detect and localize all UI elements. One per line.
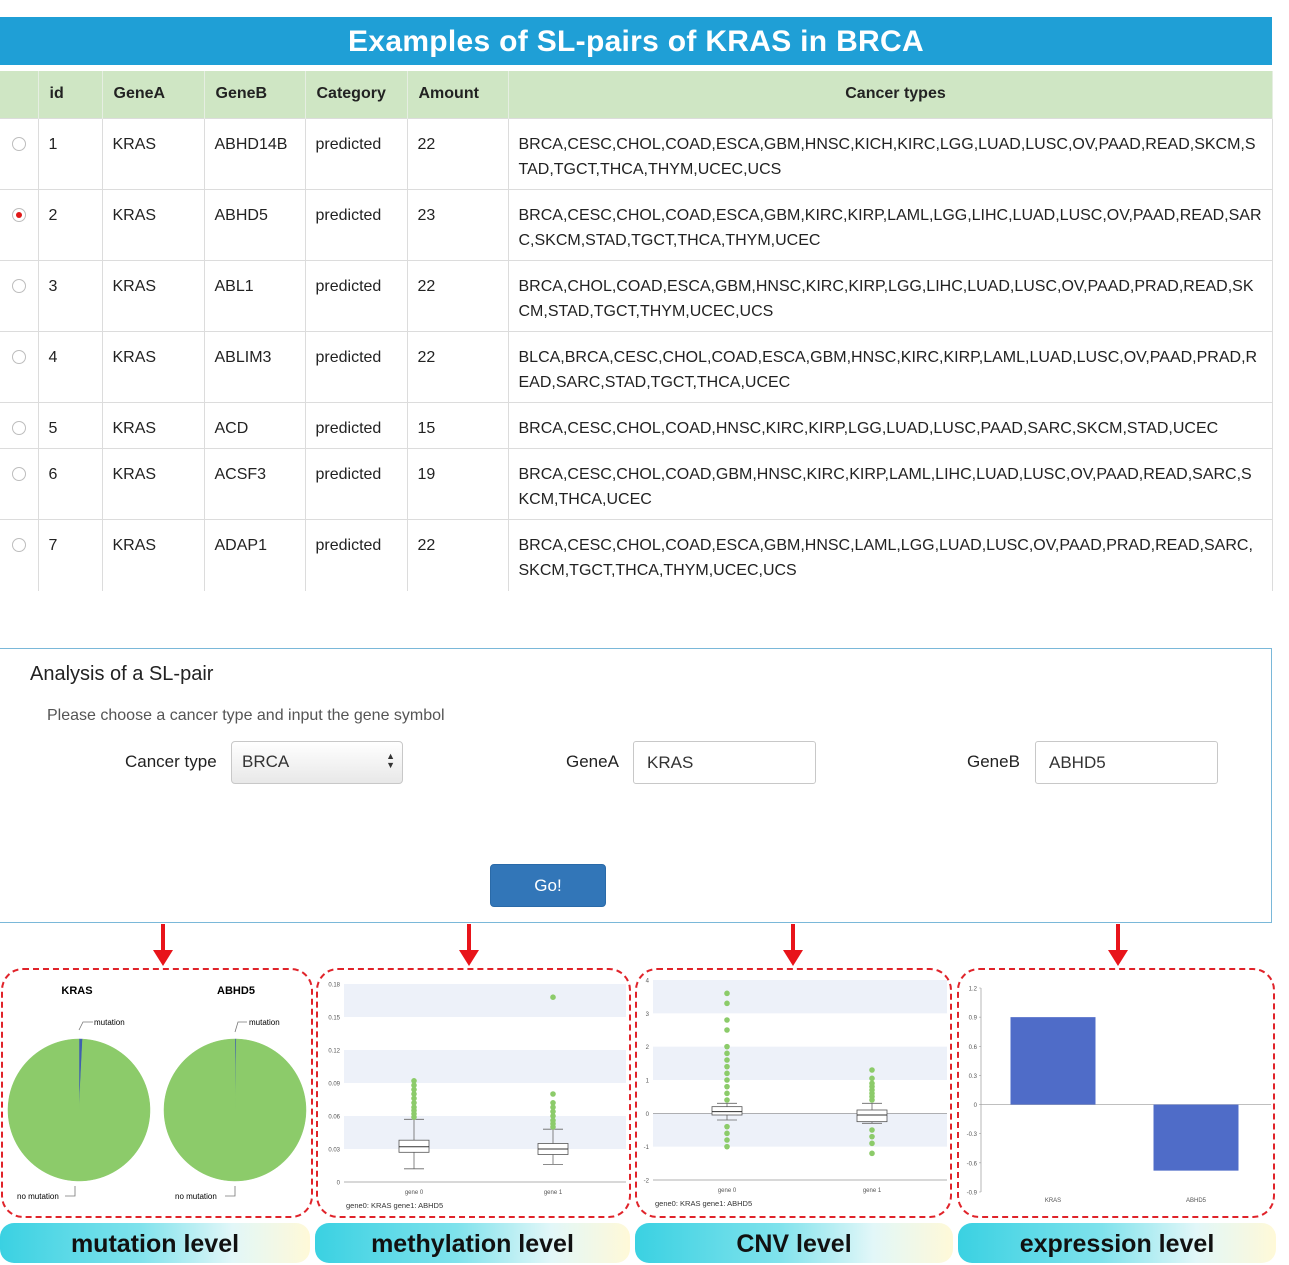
down-arrow-icon <box>153 924 173 968</box>
y-tick-label: 3 <box>645 1011 649 1018</box>
y-tick-label: 4 <box>645 978 649 985</box>
x-tick-label: gene 0 <box>404 1190 424 1196</box>
cell-cancer-types: BRCA,CESC,CHOL,COAD,GBM,HNSC,KIRC,KIRP,LAML,LIHC,LUAD,LUSC,OV,PAAD,READ,SARC,SKCM,THCA,UCEC <box>508 448 1272 519</box>
cell-id: 5 <box>38 402 102 448</box>
box-iqr <box>857 1110 887 1122</box>
cell-genea: KRAS <box>102 331 204 402</box>
leader-line <box>225 1186 235 1196</box>
y-tick-label: 0 <box>973 1103 977 1110</box>
row-select-cell <box>0 331 38 402</box>
pie-label-no-mutation: no mutation <box>175 1192 217 1201</box>
cell-id: 7 <box>38 519 102 591</box>
cell-genea: KRAS <box>102 448 204 519</box>
leader-line <box>65 1186 75 1196</box>
cell-geneb: ACSF3 <box>204 448 305 519</box>
outlier-point <box>724 1131 730 1137</box>
plot-band <box>653 1047 947 1080</box>
methylation-chart-panel <box>316 968 631 1218</box>
outlier-point <box>550 1091 556 1097</box>
expression-bar-kras <box>1011 1017 1096 1104</box>
header-genea[interactable]: GeneA <box>102 71 204 118</box>
gene-key-note: gene0: KRAS gene1: ABHD5 <box>655 1199 753 1208</box>
row-radio[interactable] <box>12 421 26 435</box>
cell-genea: KRAS <box>102 189 204 260</box>
table-row[interactable] <box>0 331 1272 402</box>
header-id[interactable]: id <box>38 71 102 118</box>
y-tick-label: 0.09 <box>328 1081 340 1088</box>
header-geneb[interactable]: GeneB <box>204 71 305 118</box>
leader-line <box>79 1022 93 1030</box>
y-tick-label: 2 <box>645 1045 649 1052</box>
outlier-point <box>550 994 556 1000</box>
analysis-instructions: Please choose a cancer type and input the gene symbol <box>47 707 445 724</box>
outlier-point <box>724 1051 730 1057</box>
mutation-pie-svg <box>3 970 313 1218</box>
cell-amount: 22 <box>407 260 508 331</box>
pie-slice-no-mutation <box>8 1039 150 1181</box>
go-button[interactable]: Go! <box>490 864 606 907</box>
cell-cancer-types: BRCA,CESC,CHOL,COAD,ESCA,GBM,HNSC,KICH,KIRC,LGG,LUAD,LUSC,OV,PAAD,READ,SKCM,STAD,TGCT,THCA,THYM,UCEC,UCS <box>508 118 1272 189</box>
down-arrow-icon <box>459 924 479 968</box>
cancer-type-value: BRCA <box>242 752 290 771</box>
geneb-input[interactable]: ABHD5 <box>1035 741 1218 784</box>
methylation-level-label: methylation level <box>315 1223 630 1263</box>
pie-label-mutation: mutation <box>249 1018 280 1027</box>
cell-category: predicted <box>305 448 407 519</box>
cnv-boxplot-svg <box>637 970 952 1218</box>
plot-band <box>344 1116 626 1149</box>
cell-id: 2 <box>38 189 102 260</box>
plot-band <box>344 984 626 1017</box>
cell-cancer-types: BRCA,CESC,CHOL,COAD,ESCA,GBM,HNSC,LAML,LGG,LUAD,LUSC,OV,PAAD,PRAD,READ,SARC,SKCM,TGCT,THCA,THYM,UCEC,UCS <box>508 519 1272 591</box>
down-arrow-icon <box>1108 924 1128 968</box>
y-tick-label: -1 <box>643 1145 649 1152</box>
row-select-cell <box>0 260 38 331</box>
y-tick-label: 0.03 <box>328 1147 340 1154</box>
select-updown-icon: ▲ ▼ <box>386 751 395 770</box>
cell-geneb: ABHD14B <box>204 118 305 189</box>
row-radio[interactable] <box>12 137 26 151</box>
row-radio[interactable] <box>12 538 26 552</box>
row-select-cell <box>0 402 38 448</box>
outlier-point <box>550 1100 556 1106</box>
y-tick-label: -0.6 <box>966 1161 977 1168</box>
outlier-point <box>869 1151 875 1157</box>
expression-chart-panel <box>957 968 1275 1218</box>
cell-geneb: ADAP1 <box>204 519 305 591</box>
row-radio-selected[interactable] <box>12 208 26 222</box>
genea-input[interactable]: KRAS <box>633 741 816 784</box>
header-select <box>0 71 38 118</box>
row-radio[interactable] <box>12 279 26 293</box>
cell-amount: 19 <box>407 448 508 519</box>
y-tick-label: -0.3 <box>966 1132 977 1139</box>
cell-id: 4 <box>38 331 102 402</box>
cancer-type-select[interactable] <box>231 741 403 784</box>
cell-genea: KRAS <box>102 519 204 591</box>
box-iqr <box>712 1107 742 1115</box>
row-radio[interactable] <box>12 350 26 364</box>
outlier-point <box>869 1067 875 1073</box>
mutation-chart-panel <box>1 968 313 1218</box>
gene-key-note: gene0: KRAS gene1: ABHD5 <box>346 1201 444 1210</box>
outlier-point <box>724 1144 730 1150</box>
x-tick-label: KRAS <box>1044 1198 1062 1204</box>
leader-line <box>235 1022 247 1032</box>
expression-bar-svg <box>959 970 1275 1218</box>
y-tick-label: 0 <box>336 1180 340 1187</box>
table-row[interactable] <box>0 402 1272 448</box>
outlier-point <box>724 1027 730 1033</box>
analysis-panel <box>0 648 1272 923</box>
cell-genea: KRAS <box>102 118 204 189</box>
y-tick-label: 0.3 <box>968 1073 977 1080</box>
cell-amount: 15 <box>407 402 508 448</box>
genea-label: GeneA <box>566 752 619 771</box>
y-tick-label: 0.18 <box>328 982 340 989</box>
pie-abhd5 <box>164 1039 306 1181</box>
cell-id: 3 <box>38 260 102 331</box>
y-tick-label: 0.9 <box>968 1015 977 1022</box>
row-select-cell <box>0 448 38 519</box>
cell-amount: 22 <box>407 118 508 189</box>
x-tick-label: gene 1 <box>862 1188 882 1194</box>
cell-cancer-types: BRCA,CHOL,COAD,ESCA,GBM,HNSC,KIRC,KIRP,LGG,LIHC,LUAD,LUSC,OV,PAAD,PRAD,READ,SKCM,STAD,TGCT,THYM,UCEC,UCS <box>508 260 1272 331</box>
y-tick-label: 0 <box>645 1111 649 1118</box>
pie-title-kras: KRAS <box>61 985 93 997</box>
row-select-cell <box>0 118 38 189</box>
cancer-type-label: Cancer type <box>125 752 217 771</box>
cell-cancer-types: BLCA,BRCA,CESC,CHOL,COAD,ESCA,GBM,HNSC,KIRC,KIRP,LAML,LUAD,LUSC,OV,PAAD,PRAD,READ,SARC,STAD,TGCT,THCA,UCEC <box>508 331 1272 402</box>
outlier-point <box>724 1071 730 1077</box>
cell-geneb: ABHD5 <box>204 189 305 260</box>
outlier-point <box>869 1141 875 1147</box>
cnv-level-label: CNV level <box>635 1223 953 1263</box>
cell-amount: 22 <box>407 519 508 591</box>
table-row[interactable] <box>0 118 1272 189</box>
y-tick-label: 0.6 <box>968 1044 977 1051</box>
sl-pairs-table <box>0 71 1273 591</box>
y-tick-label: 1.2 <box>968 986 977 993</box>
cell-geneb: ABL1 <box>204 260 305 331</box>
table-row[interactable] <box>0 519 1272 591</box>
outlier-point <box>724 1044 730 1050</box>
y-tick-label: 0.12 <box>328 1048 340 1055</box>
outlier-point <box>869 1134 875 1140</box>
cell-id: 1 <box>38 118 102 189</box>
cell-genea: KRAS <box>102 402 204 448</box>
outlier-point <box>724 1017 730 1023</box>
y-tick-label: -2 <box>643 1178 649 1185</box>
table-row[interactable] <box>0 448 1272 519</box>
y-tick-label: 0.06 <box>328 1114 340 1121</box>
outlier-point <box>869 1076 875 1082</box>
x-tick-label: ABHD5 <box>1185 1198 1207 1204</box>
table-banner-title: Examples of SL-pairs of KRAS in BRCA <box>0 17 1272 65</box>
outlier-point <box>724 1137 730 1143</box>
pie-title-abhd5: ABHD5 <box>217 985 255 997</box>
header-category[interactable]: Category <box>305 71 407 118</box>
x-tick-label: gene 0 <box>717 1188 737 1194</box>
cell-category: predicted <box>305 402 407 448</box>
pie-label-mutation: mutation <box>94 1018 125 1027</box>
outlier-point <box>869 1081 875 1087</box>
table-header-row <box>0 71 1272 118</box>
cell-category: predicted <box>305 260 407 331</box>
y-tick-label: 0.15 <box>328 1015 340 1022</box>
box-iqr <box>399 1140 429 1152</box>
cell-amount: 22 <box>407 331 508 402</box>
row-select-cell <box>0 519 38 591</box>
methylation-boxplot-svg <box>318 970 631 1218</box>
cell-id: 6 <box>38 448 102 519</box>
cnv-chart-panel <box>635 968 952 1218</box>
cell-geneb: ABLIM3 <box>204 331 305 402</box>
outlier-point <box>724 1001 730 1007</box>
cell-cancer-types: BRCA,CESC,CHOL,COAD,HNSC,KIRC,KIRP,LGG,LUAD,LUSC,PAAD,SARC,SKCM,STAD,UCEC <box>508 402 1272 448</box>
pie-slice-no-mutation <box>164 1039 306 1181</box>
expression-level-label: expression level <box>958 1223 1276 1263</box>
cell-category: predicted <box>305 519 407 591</box>
header-amount[interactable]: Amount <box>407 71 508 118</box>
outlier-point <box>724 1097 730 1103</box>
outlier-point <box>724 1091 730 1097</box>
expression-bar-abhd5 <box>1154 1105 1239 1171</box>
pie-kras <box>8 1039 150 1181</box>
cell-geneb: ACD <box>204 402 305 448</box>
down-arrow-icon <box>783 924 803 968</box>
y-tick-label: 1 <box>645 1078 649 1085</box>
pie-label-no-mutation: no mutation <box>17 1192 59 1201</box>
table-row[interactable] <box>0 260 1272 331</box>
outlier-point <box>724 1084 730 1090</box>
outlier-point <box>724 1077 730 1083</box>
analysis-title: Analysis of a SL-pair <box>30 663 214 685</box>
cell-category: predicted <box>305 331 407 402</box>
plot-band <box>344 1050 626 1083</box>
row-radio[interactable] <box>12 467 26 481</box>
outlier-point <box>869 1127 875 1133</box>
geneb-label: GeneB <box>967 752 1020 771</box>
x-tick-label: gene 1 <box>543 1190 563 1196</box>
table-row[interactable] <box>0 189 1272 260</box>
outlier-point <box>724 991 730 997</box>
header-cancer-types[interactable]: Cancer types <box>508 71 1272 118</box>
plot-band <box>653 1113 947 1146</box>
mutation-level-label: mutation level <box>0 1223 310 1263</box>
cell-category: predicted <box>305 118 407 189</box>
cell-cancer-types: BRCA,CESC,CHOL,COAD,ESCA,GBM,KIRC,KIRP,LAML,LGG,LIHC,LUAD,LUSC,OV,PAAD,READ,SARC,SKCM,STAD,TGCT,THCA,THYM,UCEC <box>508 189 1272 260</box>
y-tick-label: -0.9 <box>966 1190 977 1197</box>
outlier-point <box>724 1124 730 1130</box>
cell-category: predicted <box>305 189 407 260</box>
cell-genea: KRAS <box>102 260 204 331</box>
outlier-point <box>724 1057 730 1063</box>
outlier-point <box>724 1064 730 1070</box>
cell-amount: 23 <box>407 189 508 260</box>
plot-band <box>653 980 947 1013</box>
outlier-point <box>411 1078 417 1084</box>
row-select-cell <box>0 189 38 260</box>
